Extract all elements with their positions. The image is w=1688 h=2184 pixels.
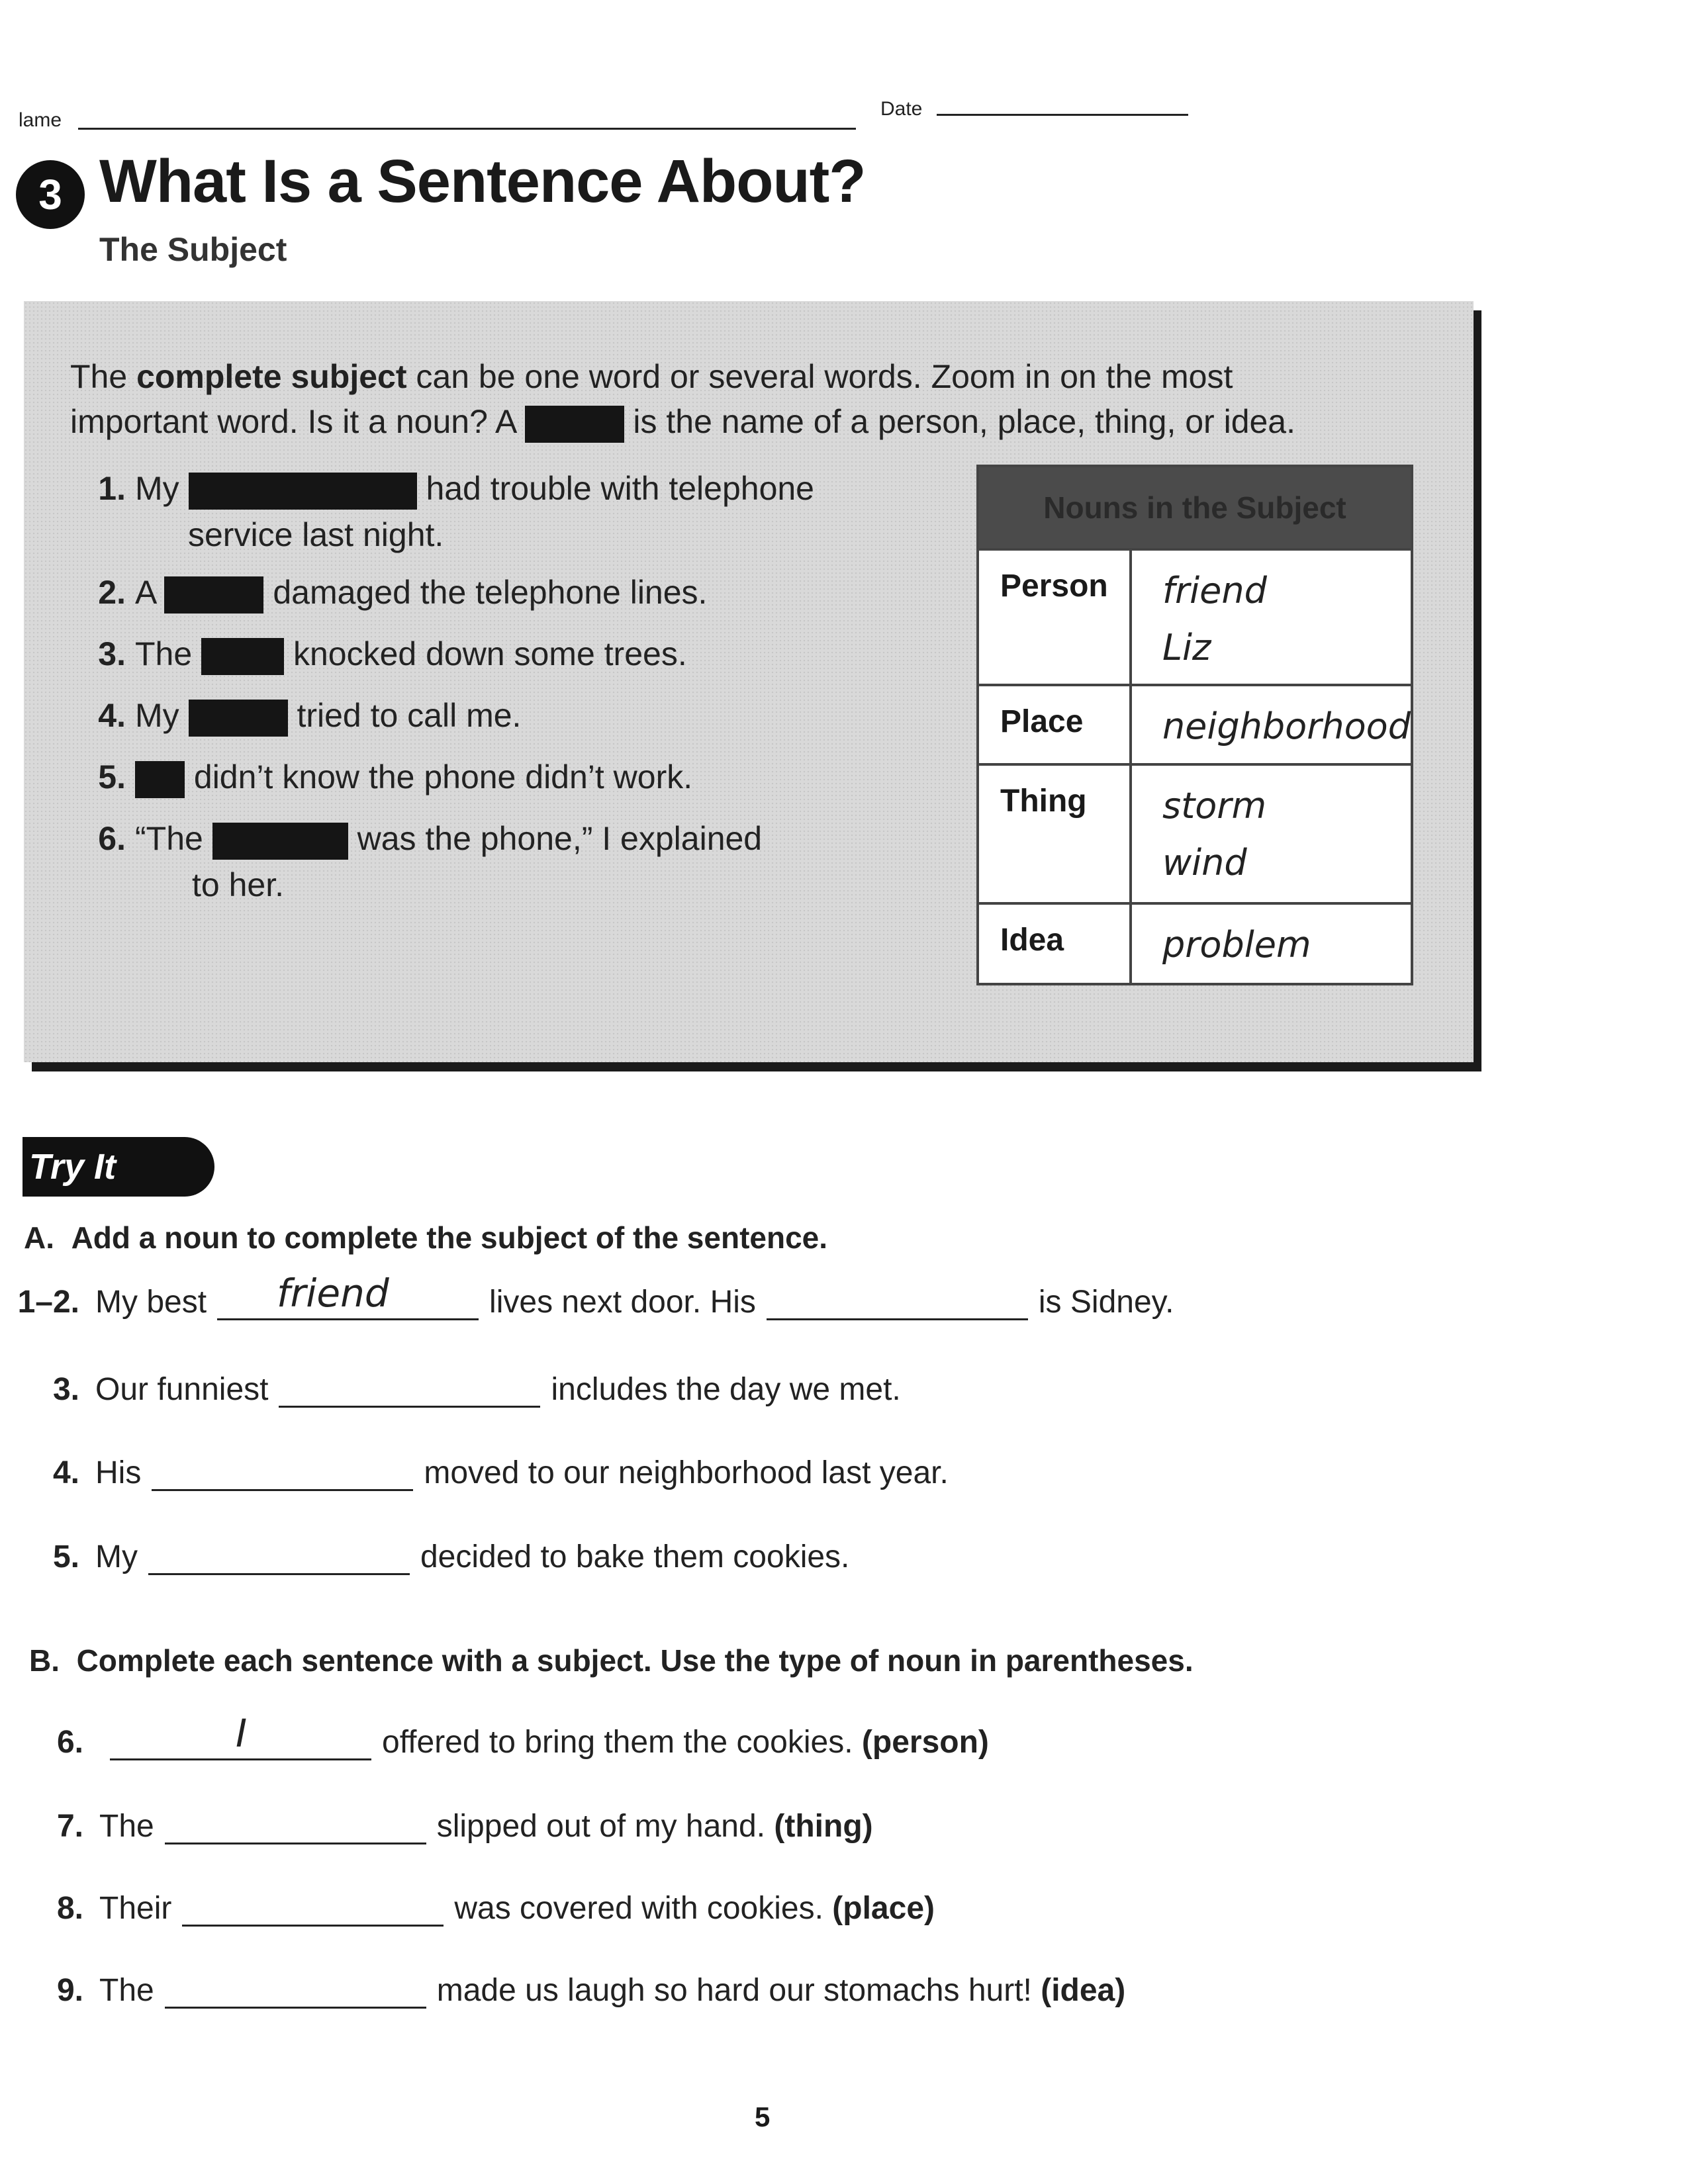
page-number: 5 <box>755 2101 771 2132</box>
section-a-heading: A. Add a noun to complete the subject of the sentence. <box>24 1220 828 1255</box>
exercise-row: 8. Their was covered with cookies. (place) <box>56 1891 935 1926</box>
redaction-mark <box>201 638 284 675</box>
exercise-row: 9. The made us laugh so hard our stomachs hurt! (idea) <box>56 1973 1126 2008</box>
exercise-row: 3. Our funniest includes the day we met. <box>52 1372 901 1407</box>
table-row <box>978 764 1412 903</box>
page-subtitle: The Subject <box>99 231 287 268</box>
redaction-mark <box>189 473 417 510</box>
row-label-person: Person <box>978 549 1131 685</box>
answer-blank[interactable] <box>165 1808 426 1844</box>
intro-text: The complete subject can be one word or several words. Zoom in on the most important word. Is it a noun? A is the name of a person, place, thing, or idea. <box>70 354 1447 444</box>
table-row <box>978 903 1412 984</box>
name-line[interactable] <box>78 128 856 130</box>
redaction-mark <box>525 406 624 443</box>
section-b-heading: B. Complete each sentence with a subject. Use the type of noun in parentheses. <box>29 1643 1194 1678</box>
example-item-4: 4. My tried to call me. <box>66 692 521 739</box>
redaction-mark <box>164 576 263 614</box>
nouns-table <box>976 465 1413 985</box>
name-label: lame <box>19 109 62 131</box>
row-label-place: Place <box>978 685 1131 764</box>
row-label-idea: Idea <box>978 903 1131 984</box>
row-values-thing: storm wind <box>1131 764 1412 903</box>
exercise-row: 4. His moved to our neighborhood last year. <box>52 1455 949 1490</box>
example-item-1: 1. My had trouble with telephone service last night. <box>98 470 814 553</box>
answer-blank[interactable] <box>165 1972 426 2009</box>
answer-blank[interactable] <box>217 1271 479 1320</box>
exercise-row: 5. My decided to bake them cookies. <box>52 1539 850 1574</box>
answer-blank[interactable] <box>148 1539 410 1575</box>
table-row <box>978 549 1412 685</box>
answer-blank[interactable] <box>152 1455 413 1491</box>
date-label: Date <box>880 98 923 120</box>
exercise-row: 6. I offered to bring them the cookies. (person) <box>56 1711 989 1760</box>
table-row <box>978 685 1412 764</box>
exercise-row: 1–2. My best friend lives next door. His is Sidney. <box>17 1271 1174 1320</box>
redaction-mark <box>135 761 185 798</box>
date-line[interactable] <box>937 114 1188 116</box>
example-item-6: 6. “The was the phone,” I explained to her. <box>98 820 763 903</box>
redaction-mark <box>212 823 348 860</box>
handwritten-answer: friend <box>277 1271 389 1316</box>
answer-blank[interactable] <box>279 1371 540 1408</box>
try-it-banner: Try It <box>23 1137 214 1197</box>
redaction-mark <box>189 700 288 737</box>
page-title: What Is a Sentence About? <box>99 148 866 215</box>
row-values-idea: problem <box>1131 903 1412 984</box>
answer-blank[interactable] <box>110 1711 371 1760</box>
example-item-3: 3. The knocked down some trees. <box>66 631 687 677</box>
answer-blank[interactable] <box>182 1890 444 1927</box>
example-item-5: 5. didn’t know the phone didn’t work. <box>66 754 692 800</box>
row-label-thing: Thing <box>978 764 1131 903</box>
row-values-person: friend Liz <box>1131 549 1412 685</box>
example-item-2: 2. A damaged the telephone lines. <box>66 569 707 615</box>
exercise-row: 7. The slipped out of my hand. (thing) <box>56 1809 873 1844</box>
lesson-number-badge: 3 <box>16 160 85 229</box>
row-values-place: neighborhood <box>1131 685 1412 764</box>
answer-blank[interactable] <box>767 1284 1028 1320</box>
nouns-table-header: Nouns in the Subject <box>978 466 1412 549</box>
handwritten-answer: I <box>236 1711 248 1756</box>
